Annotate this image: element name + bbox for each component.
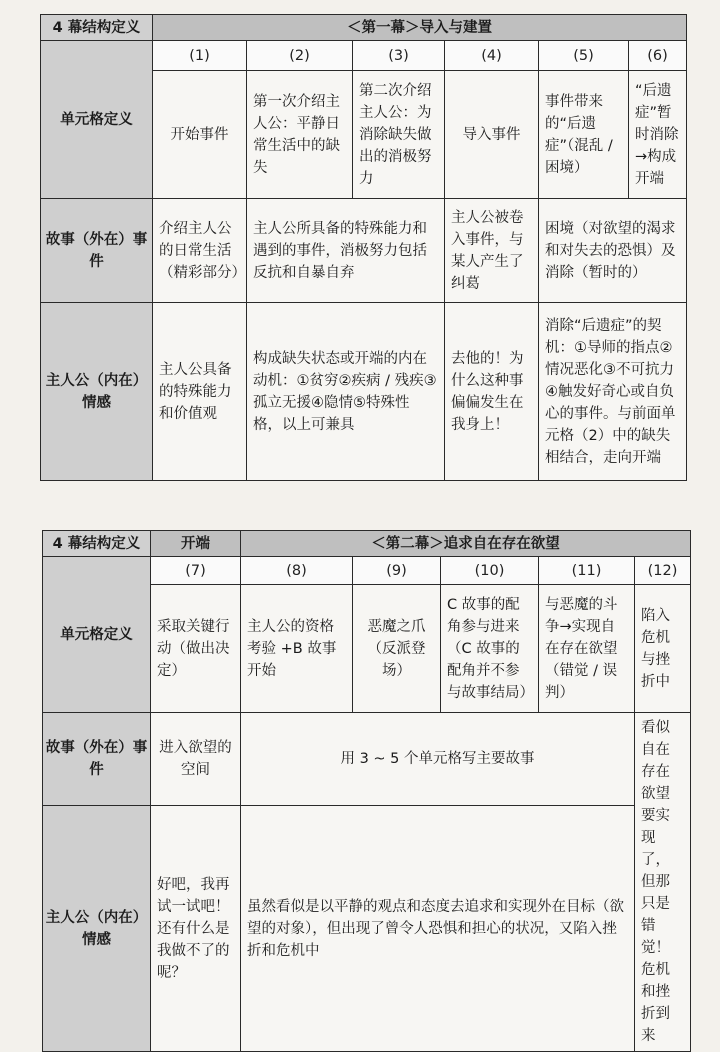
table-corner-label: 4 幕结构定义: [43, 531, 151, 557]
act-two-table: [42, 530, 691, 1052]
hero-cell: 去他的！为什么这种事偏偏发生在我身上！: [445, 303, 539, 481]
story-cell: 主人公被卷入事件，与某人产生了纠葛: [445, 199, 539, 303]
hero-cell: 主人公具备的特殊能力和价值观: [153, 303, 247, 481]
cell-number: (10): [441, 557, 539, 585]
unit-cell: 与恶魔的斗争→实现自在存在欲望（错觉 / 误判）: [539, 585, 635, 713]
story-cell: 介绍主人公的日常生活（精彩部分）: [153, 199, 247, 303]
hero-cell: 好吧，我再试一试吧！还有什么是我做不了的呢？: [151, 806, 241, 1052]
act-title: ＜第二幕＞追求自在存在欲望: [241, 531, 691, 557]
cell-number: (1): [153, 41, 247, 71]
unit-cell: 陷入危机与挫折中: [635, 585, 691, 713]
cell-number: (11): [539, 557, 635, 585]
story-cell: 主人公所具备的特殊能力和遇到的事件，消极努力包括反抗和自暴自弃: [247, 199, 445, 303]
cell-number: (2): [247, 41, 353, 71]
table-corner-label: 4 幕结构定义: [41, 15, 153, 41]
row-label-hero: 主人公（内在）情感: [43, 806, 151, 1052]
cell-number: (4): [445, 41, 539, 71]
cell-number: (9): [353, 557, 441, 585]
hero-cell: 虽然看似是以平静的观点和态度去追求和实现外在目标（欲望的对象），但出现了曾令人恐惧和担心的状况，又陷入挫折和危机中: [241, 806, 635, 1052]
cell-number: (8): [241, 557, 353, 585]
cell-number: (7): [151, 557, 241, 585]
act-one-table: [40, 14, 687, 481]
unit-cell: 主人公的资格考验 +B 故事开始: [241, 585, 353, 713]
unit-cell: 导入事件: [445, 71, 539, 199]
unit-cell: C 故事的配角参与进来（C 故事的配角并不参与故事结局）: [441, 585, 539, 713]
act-title: ＜第一幕＞导入与建置: [153, 15, 687, 41]
row-label-story: 故事（外在）事件: [41, 199, 153, 303]
hero-cell: 构成缺失状态或开端的内在动机：①贫穷②疾病 / 残疾③孤立无援④隐情⑤特殊性格，以上可兼具: [247, 303, 445, 481]
row-label-unit: 单元格定义: [41, 41, 153, 199]
story-cell: 用 3 ~ 5 个单元格写主要故事: [241, 713, 635, 806]
row-label-unit: 单元格定义: [43, 557, 151, 713]
unit-cell: 第一次介绍主人公：平静日常生活中的缺失: [247, 71, 353, 199]
unit-cell: 采取关键行动（做出决定）: [151, 585, 241, 713]
cell-number: (5): [539, 41, 629, 71]
cell-number: (3): [353, 41, 445, 71]
opening-label: 开端: [151, 531, 241, 557]
unit-cell: 开始事件: [153, 71, 247, 199]
unit-cell: 事件带来的“后遗症”（混乱 / 困境）: [539, 71, 629, 199]
cell-number: (6): [629, 41, 687, 71]
cell-number: (12): [635, 557, 691, 585]
row-label-story: 故事（外在）事件: [43, 713, 151, 806]
unit-cell: 恶魔之爪（反派登场）: [353, 585, 441, 713]
row-label-hero: 主人公（内在）情感: [41, 303, 153, 481]
story-cell: 困境（对欲望的渴求和对失去的恐惧）及消除（暂时的）: [539, 199, 687, 303]
unit-cell: 第二次介绍主人公：为消除缺失做出的消极努力: [353, 71, 445, 199]
unit-cell: “后遗症”暂时消除→构成开端: [629, 71, 687, 199]
story-cell: 进入欲望的空间: [151, 713, 241, 806]
story-hero-cell: 看似自在存在欲望要实现了，但那只是错觉！危机和挫折到来: [635, 713, 691, 1052]
hero-cell: 消除“后遗症”的契机：①导师的指点②情况恶化③不可抗力④触发好奇心或自负心的事件。与前面单元格（2）中的缺失相结合，走向开端: [539, 303, 687, 481]
